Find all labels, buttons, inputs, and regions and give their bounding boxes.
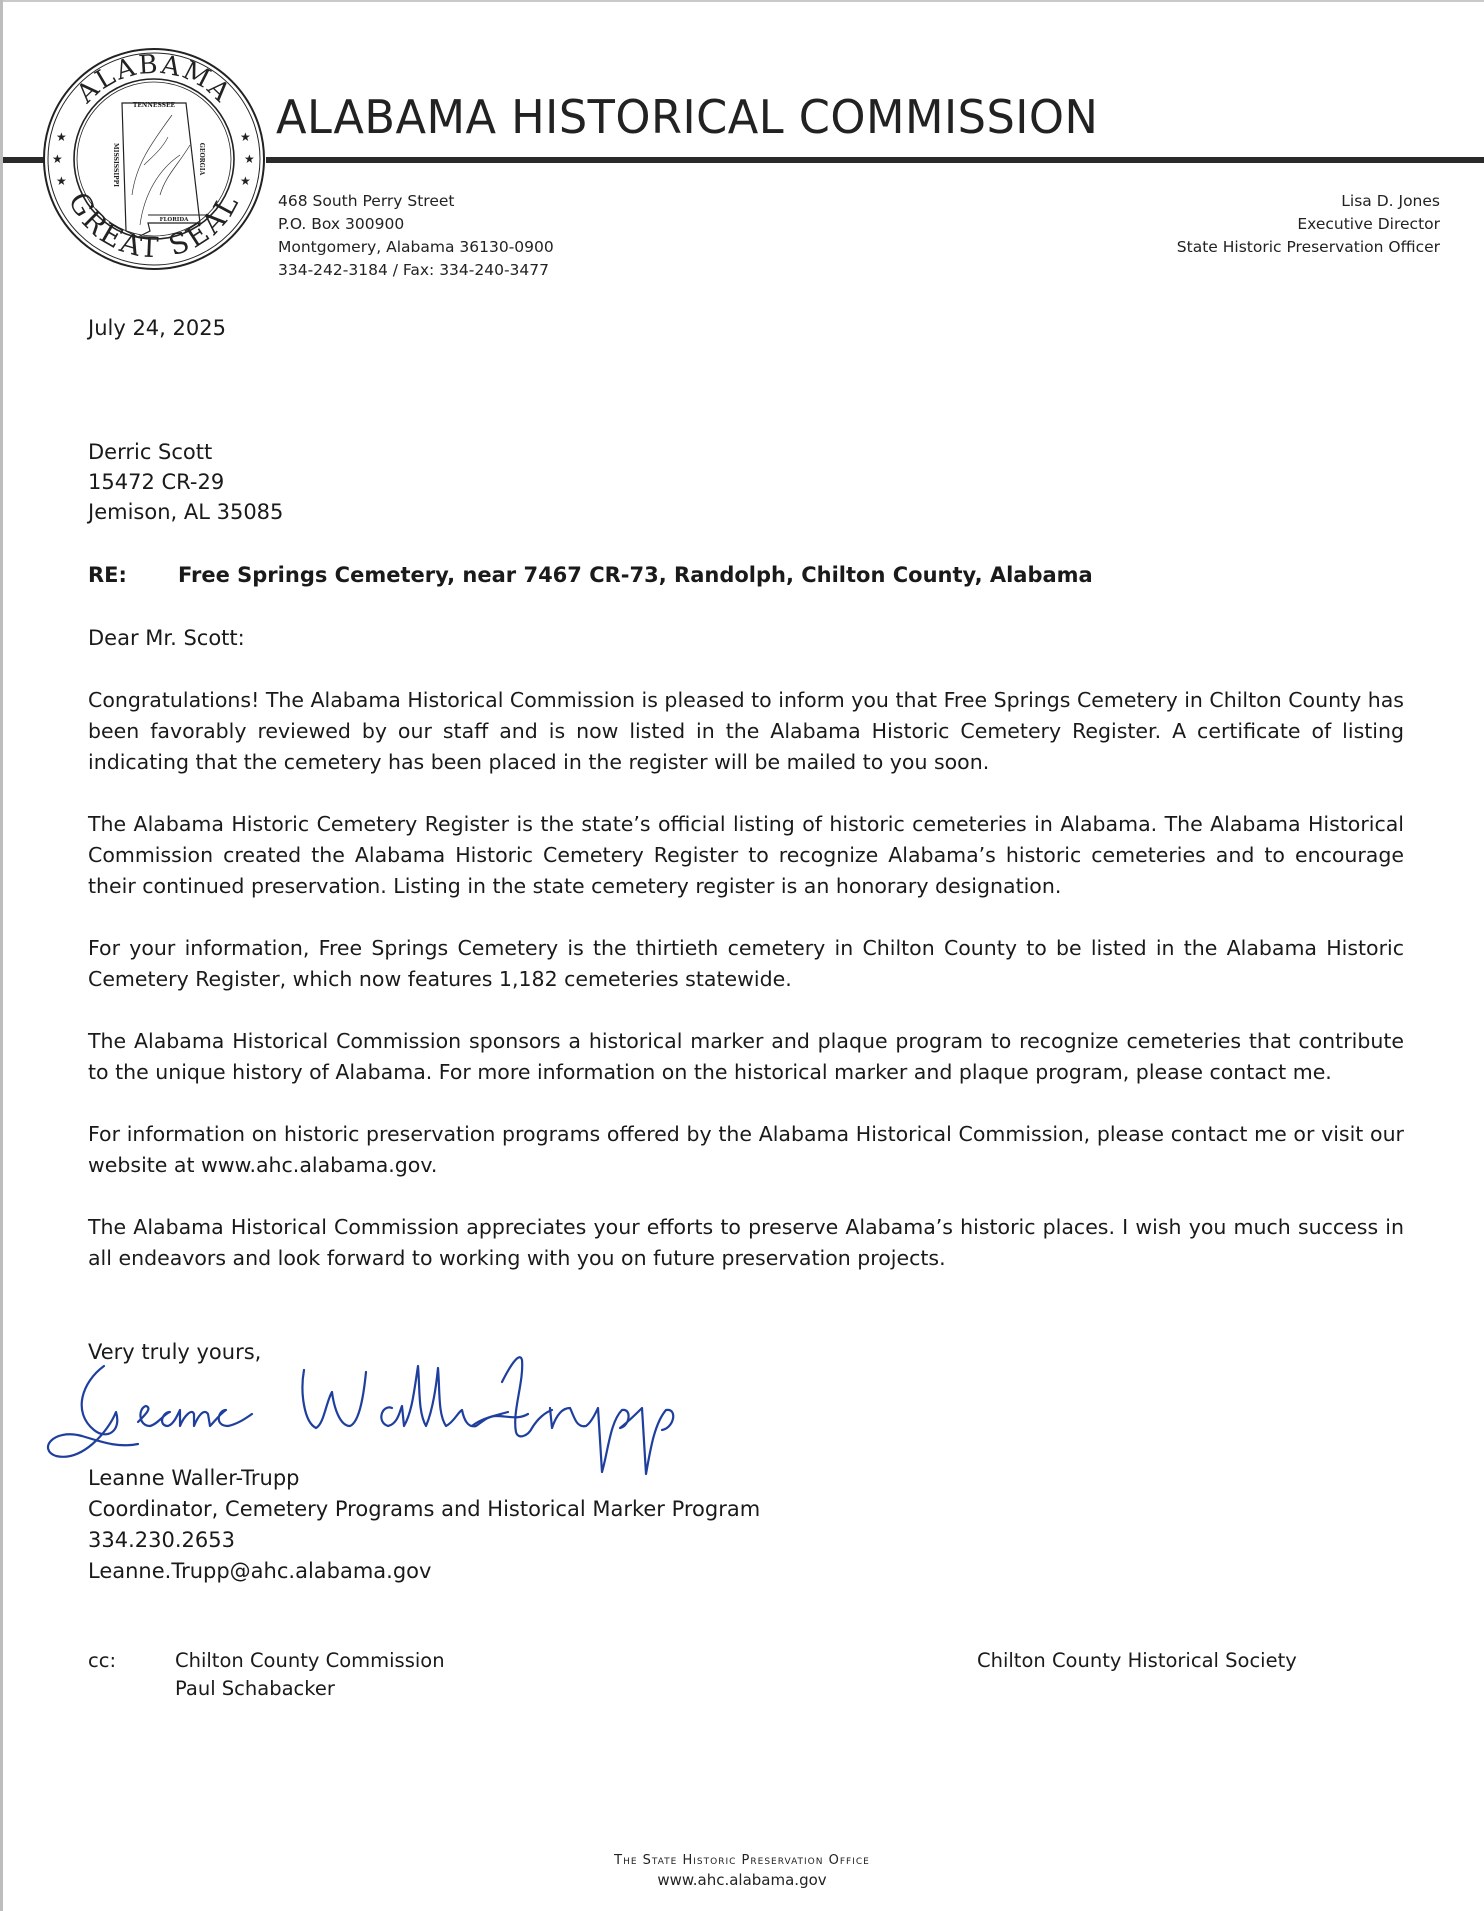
cc-recipient: Chilton County Commission: [175, 1649, 445, 1672]
page-border-top: [0, 0, 1484, 2]
svg-text:★: ★: [240, 174, 251, 188]
alabama-great-seal-icon: [40, 45, 268, 273]
svg-text:★: ★: [56, 130, 67, 144]
signer-title: Coordinator, Cemetery Programs and Historical Marker Program: [88, 1497, 761, 1521]
paragraph-county-count: For your information, Free Springs Cemetery is the thirtieth cemetery in Chilton County to be listed in the Alabama Historic Cemetery Register, which now features 1,182 cemeteries statewide.: [88, 936, 1404, 991]
recipient-street: 15472 CR-29: [88, 470, 225, 494]
recipient-address: [88, 437, 283, 527]
svg-text:★: ★: [56, 174, 67, 188]
director-role: State Historic Preservation Officer: [1176, 238, 1440, 256]
director-name: Lisa D. Jones: [1341, 192, 1440, 210]
signer-name: Leanne Waller-Trupp: [88, 1466, 300, 1490]
paragraph-register-description: The Alabama Historic Cemetery Register is the state’s official listing of historic cemeteries in Alabama. The Alabama Historical Commission created the Alabama Historic Cemetery Register to recognize Alabama’s historic cemeteries and to encourage their continued preservation. Listing in the state cemetery register is an honorary designation.: [88, 812, 1404, 898]
signer-email[interactable]: Leanne.Trupp@ahc.alabama.gov: [88, 1559, 432, 1583]
footer-office-name: The State Historic Preservation Office: [614, 1853, 870, 1868]
paragraph-marker-program: The Alabama Historical Commission sponsors a historical marker and plaque program to recognize cemeteries that contribute to the unique history of Alabama. For more information on the historical marker and plaque program, please contact me.: [88, 1029, 1404, 1084]
page-border-left: [0, 0, 3, 1911]
cc-label: cc:: [88, 1649, 117, 1672]
cc-recipient: Chilton County Historical Society: [977, 1649, 1297, 1672]
address-phone-fax: 334-242-3184 / Fax: 334-240-3477: [278, 261, 549, 279]
director-info: [1177, 190, 1440, 259]
cc-names-left: [175, 1647, 445, 1703]
paragraph-congratulations: Congratulations! The Alabama Historical Commission is pleased to inform you that Free Springs Cemetery in Chilton County has been favorably reviewed by our staff and is now listed in the Alabama Historic Cemetery Register. A certificate of listing indicating that the cemetery has been placed in the register will be mailed to you soon.: [88, 688, 1404, 774]
address-city: Montgomery, Alabama 36130-0900: [278, 238, 554, 256]
cc-names-right: [977, 1647, 1297, 1675]
svg-text:★: ★: [240, 130, 251, 144]
letter-body: [88, 685, 1404, 1305]
paragraph-appreciation: The Alabama Historical Commission appreciates your efforts to preserve Alabama’s historic places. I wish you much success in all endeavors and look forward to working with you on future preservation projects.: [88, 1215, 1404, 1270]
address-po-box: P.O. Box 300900: [278, 215, 405, 233]
svg-text:GREAT SEAL: GREAT SEAL: [61, 186, 247, 265]
closing: Very truly yours,: [88, 1340, 262, 1364]
signer-info: [88, 1463, 760, 1587]
signer-phone: 334.230.2653: [88, 1528, 235, 1552]
letter-date: July 24, 2025: [88, 316, 226, 340]
letterhead-rule: [266, 157, 1484, 163]
subject-text: Free Springs Cemetery, near 7467 CR-73, Randolph, Chilton County, Alabama: [178, 563, 1093, 587]
svg-text:FLORIDA: FLORIDA: [159, 217, 189, 223]
address-street: 468 South Perry Street: [278, 192, 455, 210]
svg-text:MISSISSIPPI: MISSISSIPPI: [112, 143, 119, 187]
subject-label: RE:: [88, 563, 127, 587]
organization-name: ALABAMA HISTORICAL COMMISSION: [276, 90, 1099, 144]
svg-text:★: ★: [52, 152, 63, 166]
svg-text:TENNESSEE: TENNESSEE: [132, 102, 176, 109]
paragraph-website-info: For information on historic preservation programs offered by the Alabama Historical Commission, please contact me or visit our website at www.ahc.alabama.gov.: [88, 1122, 1404, 1177]
recipient-city: Jemison, AL 35085: [88, 500, 284, 524]
letterhead-address: [278, 190, 554, 282]
svg-text:ALABAMA: ALABAMA: [71, 49, 237, 110]
recipient-name: Derric Scott: [88, 440, 213, 464]
subject-line: [88, 560, 1408, 590]
salutation: Dear Mr. Scott:: [88, 626, 245, 650]
director-title: Executive Director: [1297, 215, 1440, 233]
svg-text:★: ★: [244, 152, 255, 166]
cc-recipient: Paul Schabacker: [175, 1677, 335, 1700]
page-footer: [0, 1852, 1484, 1890]
footer-website-link[interactable]: www.ahc.alabama.gov: [657, 1871, 827, 1889]
svg-text:GEORGIA: GEORGIA: [198, 142, 205, 176]
